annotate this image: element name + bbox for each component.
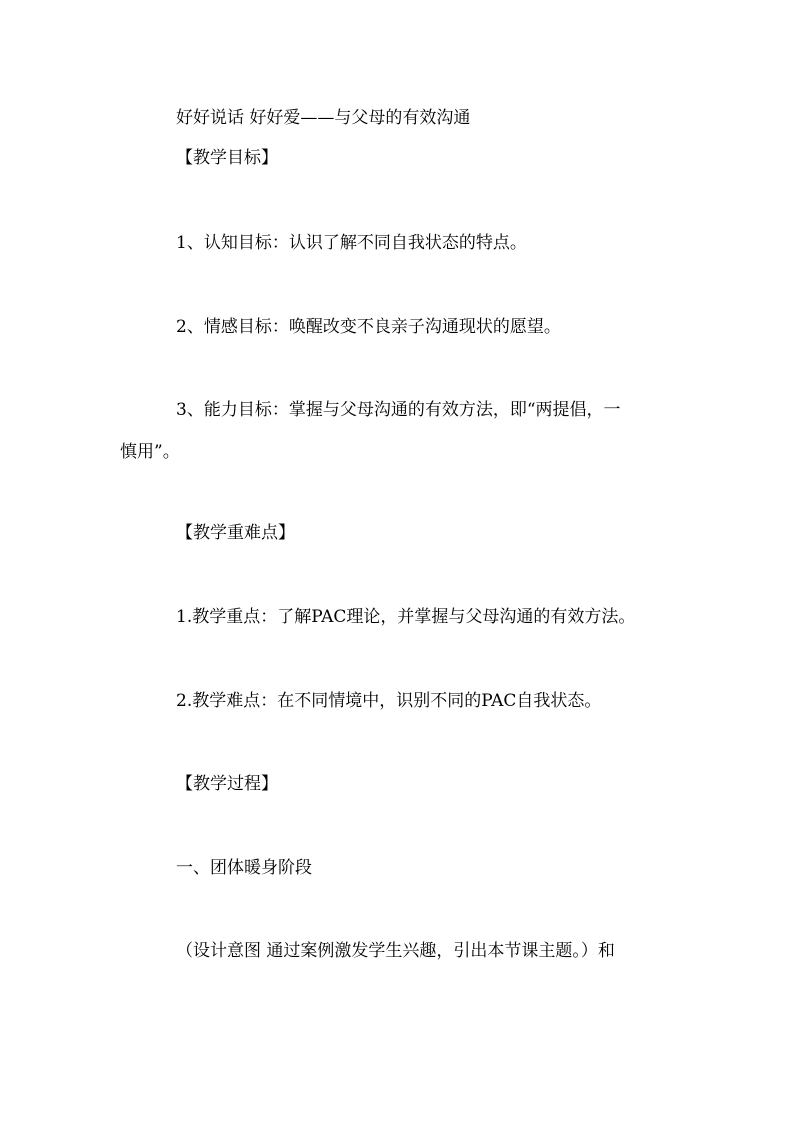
goal-cognitive: 1、认知目标：认识了解不同自我状态的特点。 (176, 233, 527, 253)
goal-ability-line2: 慎用”。 (120, 442, 180, 462)
goal-emotional: 2、情感目标：唤醒改变不良亲子沟通现状的愿望。 (176, 317, 561, 337)
key-points-heading: 【教学重难点】 (176, 523, 295, 543)
key-point-focus: 1.教学重点：了解PAC理论，并掌握与父母沟通的有效方法。 (176, 607, 636, 627)
stage-warmup: 一、团体暖身阶段 (176, 858, 312, 878)
document-title: 好好说话 好好爱——与父母的有效沟通 (176, 108, 471, 128)
goals-heading: 【教学目标】 (176, 148, 278, 168)
process-heading: 【教学过程】 (176, 774, 278, 794)
goal-ability-line1: 3、能力目标：掌握与父母沟通的有效方法，即“两提倡，一 (176, 400, 621, 420)
design-intent: （设计意图 通过案例激发学生兴趣，引出本节课主题。）和 (176, 941, 615, 961)
key-point-difficulty: 2.教学难点：在不同情境中，识别不同的PAC自我状态。 (176, 691, 602, 711)
